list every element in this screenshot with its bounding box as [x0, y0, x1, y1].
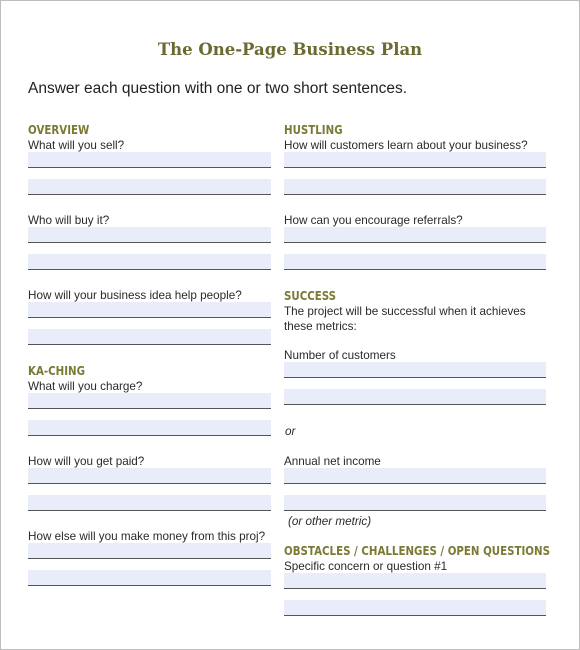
- answer-charge-line-1[interactable]: [28, 393, 271, 409]
- answer-net-income-line-1[interactable]: [284, 468, 546, 484]
- answer-customers-learn-line-1[interactable]: [284, 152, 546, 168]
- answer-referrals-line-1[interactable]: [284, 227, 546, 243]
- question-what-sell: What will you sell?: [28, 139, 125, 152]
- question-referrals: How can you encourage referrals?: [284, 214, 463, 227]
- question-get-paid: How will you get paid?: [28, 455, 145, 468]
- success-intro: The project will be successful when it achieves these metrics:: [284, 305, 526, 333]
- answer-get-paid-line-1[interactable]: [28, 468, 271, 484]
- question-charge: What will you charge?: [28, 380, 143, 393]
- question-make-money: How else will you make money from this proj?: [28, 530, 266, 543]
- answer-customers-line-2[interactable]: [284, 389, 546, 405]
- obstacles-heading: OBSTACLES / CHALLENGES / OPEN QUESTIONS: [284, 543, 550, 558]
- instruction-text: Answer each question with one or two short sentences.: [28, 80, 408, 97]
- answer-what-sell-line-1[interactable]: [28, 152, 271, 168]
- question-concern-1: Specific concern or question #1: [284, 560, 448, 573]
- answer-make-money-line-1[interactable]: [28, 543, 271, 559]
- answer-help-people-line-2[interactable]: [28, 329, 271, 345]
- answer-who-buy-line-2[interactable]: [28, 254, 271, 270]
- metric-customers-label: Number of customers: [284, 349, 396, 362]
- answer-charge-line-2[interactable]: [28, 420, 271, 436]
- page-title: The One-Page Business Plan: [157, 40, 423, 59]
- answer-concern-1-line-2[interactable]: [284, 600, 546, 616]
- answer-help-people-line-1[interactable]: [28, 302, 271, 318]
- or-label: or: [285, 425, 296, 438]
- question-help-people: How will your business idea help people?: [28, 289, 242, 302]
- question-customers-learn: How will customers learn about your business?: [284, 139, 528, 152]
- answer-concern-1-line-1[interactable]: [284, 573, 546, 589]
- answer-referrals-line-2[interactable]: [284, 254, 546, 270]
- other-metric-label: (or other metric): [288, 515, 372, 528]
- kaching-heading: KA-CHING: [28, 363, 86, 378]
- answer-customers-learn-line-2[interactable]: [284, 179, 546, 195]
- answer-who-buy-line-1[interactable]: [28, 227, 271, 243]
- answer-get-paid-line-2[interactable]: [28, 495, 271, 511]
- answer-what-sell-line-2[interactable]: [28, 179, 271, 195]
- answer-net-income-line-2[interactable]: [284, 495, 546, 511]
- metric-net-income-label: Annual net income: [284, 455, 381, 468]
- hustling-heading: HUSTLING: [284, 122, 343, 137]
- overview-heading: OVERVIEW: [28, 122, 90, 137]
- answer-make-money-line-2[interactable]: [28, 570, 271, 586]
- success-heading: SUCCESS: [284, 288, 337, 303]
- answer-customers-line-1[interactable]: [284, 362, 546, 378]
- question-who-buy: Who will buy it?: [28, 214, 110, 227]
